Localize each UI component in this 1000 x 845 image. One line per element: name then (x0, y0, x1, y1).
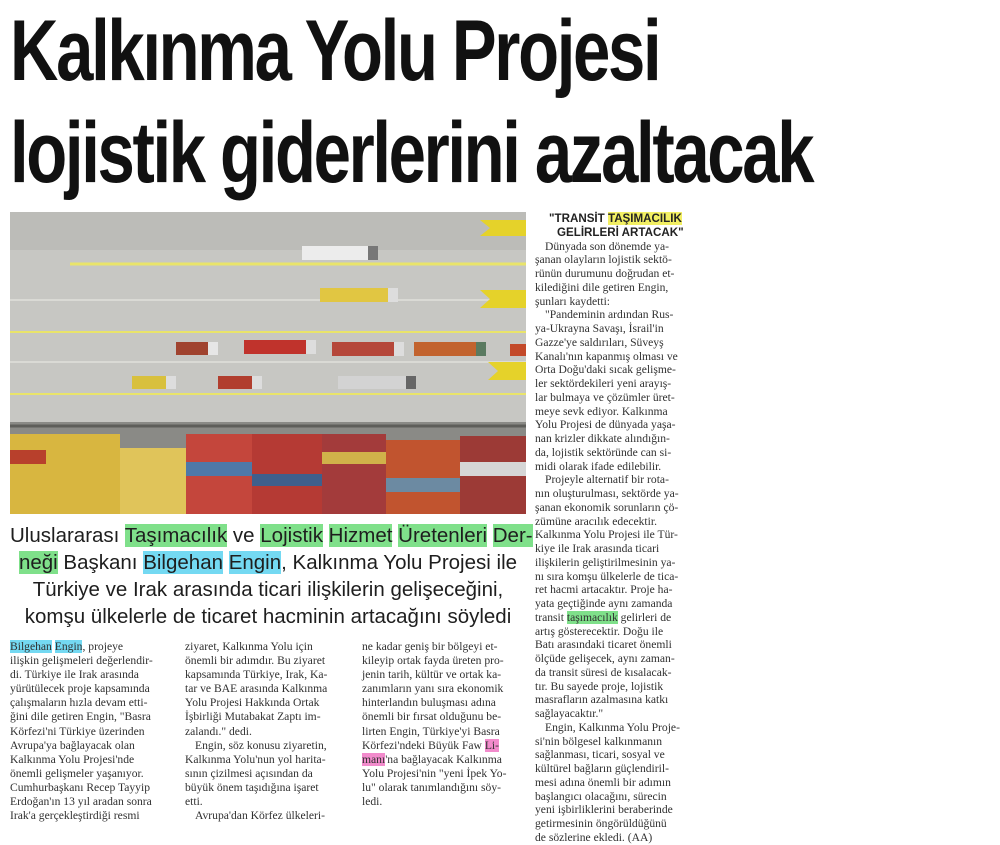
lead-paragraph (10, 522, 533, 630)
subheading-text: "TRANSİT (549, 212, 608, 225)
column-line: hinterlandın buluşması adına (362, 696, 496, 710)
column-line: Körfezi'ni Türkiye üzerinden (10, 724, 145, 738)
column-line: ret hacmi artacaktır. Proje ha- (535, 583, 673, 597)
column-line: Irak'a gerçekleştirdiği resmi (10, 809, 140, 823)
subheading (535, 212, 715, 226)
column-text: Körfezi'ndeki Büyük Faw (362, 738, 485, 752)
column-line: ilişkin gelişmeleri değerlendir- (10, 654, 153, 668)
article-column-4 (535, 212, 715, 845)
column-line: Kalkınma Yolu Projesi'nde (10, 752, 135, 766)
column-line: ledi. (362, 795, 383, 809)
column-line: İşbirliği Mutabakat Zaptı im- (185, 710, 321, 724)
column-line: kileyip ortak fayda üreten pro- (362, 654, 504, 668)
column-line: nı sıra komşu ülkelerle de tica- (535, 569, 679, 583)
column-line: kültürel bağların güçlendiril- (535, 762, 669, 775)
column-line: Kalkınma Yolu'nun yol harita- (185, 752, 326, 766)
column-line: etti. (185, 795, 203, 809)
column-line: tır. Bu sayede proje, lojistik (535, 679, 664, 693)
column-line: Projeyle alternatif bir rota- (545, 473, 669, 487)
column-line: rünün durumunu doğrudan et- (535, 267, 675, 280)
column-line: nın oluşturulması, sektörde ya- (535, 487, 679, 500)
column-line: getirmesinin öngörüldüğünü (535, 817, 667, 830)
column-line: da, lojistik sektöründe can si- (535, 445, 672, 459)
column-line: Erdoğan'ın 13 yıl aradan sonra (10, 795, 152, 809)
column-text: gelirleri de (617, 610, 672, 624)
column-line: masrafların azalmasına katkı (535, 693, 669, 707)
highlight-term: Taşımacılık (124, 524, 228, 547)
column-line: yürütülecek proje kapsamında (10, 682, 150, 696)
column-line: si'nin bölgesel kalkınmanın (535, 734, 663, 748)
highlight-term: TAŞIMACILIK (607, 212, 682, 225)
column-line: kilediğini dile getiren Engin, (535, 280, 669, 294)
column-line: yata geçtiğinde aynı zamanda (535, 597, 673, 610)
column-line (362, 739, 528, 753)
headline-line-2: lojistik giderlerini azaltacak (10, 105, 813, 201)
column-line: önemli bir adımdır. Bu ziyaret (185, 654, 326, 668)
lead-line-2 (10, 549, 526, 576)
highlight-term: neği (18, 551, 58, 574)
lead-line-1 (10, 522, 533, 549)
highlight-term: Lojistik (260, 524, 323, 547)
column-line: Kalkınma Yolu Projesi ile Tür- (535, 528, 678, 542)
lead-line-4: komşu ülkelerle de ticaret hacminin artacağını söyledi (24, 605, 512, 628)
column-line: nan krizler dikkate alındığın- (535, 432, 670, 445)
column-line (10, 640, 180, 654)
column-line: Avrupa'dan Körfez ülkeleri- (195, 809, 325, 823)
port-aerial-photo (10, 212, 526, 514)
column-line (535, 611, 715, 625)
column-line: Dünyada son dönemde ya- (545, 239, 669, 253)
highlight-term: Li- (484, 738, 500, 752)
column-line: mesi adına önemli bir adımın (535, 775, 671, 789)
article-column-3 (362, 640, 528, 809)
column-line: Yolu Projesi'nin "yeni İpek Yo- (362, 766, 507, 780)
column-text: , projeye (82, 640, 124, 653)
column-line: ölçüde gelişecek, aynı zaman- (535, 652, 675, 665)
column-line: ilişkilerin geliştirilmesinin ya- (535, 555, 676, 569)
column-line: zümüne aracılık edecektir. (535, 514, 657, 528)
column-line: Kanalı'nın kapanmış olması ve (535, 349, 678, 363)
column-line: Cumhurbaşkanı Recep Tayyip (10, 780, 151, 794)
column-line: artış gösterecektir. Doğu ile (535, 624, 664, 638)
column-line: kapsamında Türkiye, Irak, Ka- (185, 668, 328, 682)
highlight-term: Hizmet (328, 524, 393, 547)
column-line: Batı arasındaki ticaret önemli (535, 638, 672, 652)
highlight-term: taşımacılık (566, 610, 618, 624)
column-line: da transit süresi de kısalacak- (535, 665, 672, 679)
column-line: ğini dile getiren Engin, "Basra (10, 710, 151, 724)
column-line: önemli gelişmeler yaşanıyor. (10, 766, 144, 780)
lead-text: Uluslararası (10, 524, 125, 547)
highlight-name: Bilgehan (10, 640, 52, 653)
column-line: şanan olayların lojistik sektö- (535, 253, 672, 267)
column-line: ne kadar geniş bir bölgeyi et- (362, 640, 498, 653)
column-line: midi olarak ifade edilebilir. (535, 459, 662, 473)
column-line: lirten Engin, Türkiye'yi Basra (362, 724, 500, 738)
highlight-term: Üretenleri (398, 524, 488, 547)
lead-text (487, 524, 493, 547)
column-line: yeni işbirliklerini beraberinde (535, 803, 673, 817)
column-line: meye sevk ediyor. Kalkınma (535, 404, 668, 418)
highlight-term: Der- (492, 524, 533, 547)
highlight-name: Bilgehan (143, 551, 223, 574)
column-line: başlangıcı olacağını, sürecin (535, 789, 667, 803)
lead-text: , Kalkınma Yolu Projesi ile (281, 551, 518, 574)
column-line: ler sektördekileri yeni arayış- (535, 377, 672, 390)
column-line: tar ve BAE arasında Kalkınma (185, 682, 328, 696)
column-line: sağlanması, ticari, sosyal ve (535, 748, 665, 762)
highlight-name: Engin (54, 640, 83, 653)
column-line: Gazze'ye saldırıları, Süveyş (535, 335, 664, 349)
column-line: şanan ekonomik sorunların çö- (535, 500, 679, 514)
lead-text (223, 551, 229, 574)
column-line: çalışmaların hızla devam etti- (10, 696, 148, 710)
column-line: jenin tarih, kültür ve ortak ka- (362, 668, 502, 682)
highlight-term: manı (362, 752, 386, 766)
column-line: "Pandeminin ardından Rus- (545, 308, 674, 322)
column-line: şunları kaydetti: (535, 294, 611, 308)
column-line: lar bulmaya ve çözümler üret- (535, 390, 675, 404)
column-line: ya-Ukrayna Savaşı, İsrail'in (535, 322, 664, 335)
column-line: Engin, söz konusu ziyaretin, (195, 738, 327, 752)
headline-line-1: Kalkınma Yolu Projesi (10, 3, 660, 99)
article-column-2 (185, 640, 355, 823)
lead-text (323, 524, 329, 547)
column-line: sının çizilmesi açısından da (185, 766, 313, 780)
column-line: Avrupa'ya bağlayacak olan (10, 738, 135, 752)
column-line: zanımların yanı sıra ekonomik (362, 682, 504, 696)
column-line (362, 753, 528, 767)
column-line: de sözlerine ekledi. (AA) (535, 830, 653, 844)
lead-text: ve (227, 524, 261, 547)
column-text: 'na bağlayacak Kalkınma (385, 752, 502, 766)
column-line: di. Türkiye ile Irak arasında (10, 668, 139, 682)
column-line: Orta Doğu'daki sıcak gelişme- (535, 363, 676, 377)
subheading: GELİRLERİ ARTACAK" (557, 225, 684, 239)
highlight-name: Engin (228, 551, 282, 574)
lead-line-3: Türkiye ve Irak arasında ticari ilişkilerin gelişeceğini, (32, 578, 504, 601)
column-text: transit (535, 610, 567, 624)
column-line: büyük önem taşıdığına işaret (185, 780, 319, 794)
column-line: lu" olarak tanımlandığını söy- (362, 780, 502, 794)
column-line: Yolu Projesi de dünyada yaşa- (535, 418, 676, 432)
column-line: ziyaret, Kalkınma Yolu için (185, 640, 313, 653)
column-line: Engin, Kalkınma Yolu Proje- (545, 720, 680, 734)
column-line: zalandı." dedi. (185, 724, 252, 738)
column-line: önemli bir fırsat olduğunu be- (362, 710, 502, 724)
column-line: kiye ile Irak arasında ticari (535, 542, 660, 555)
column-line: Yolu Projesi Hakkında Ortak (185, 696, 320, 710)
lead-text: Başkanı (57, 551, 144, 574)
column-line: sağlayacaktır." (535, 707, 604, 720)
article-column-1 (10, 640, 180, 823)
